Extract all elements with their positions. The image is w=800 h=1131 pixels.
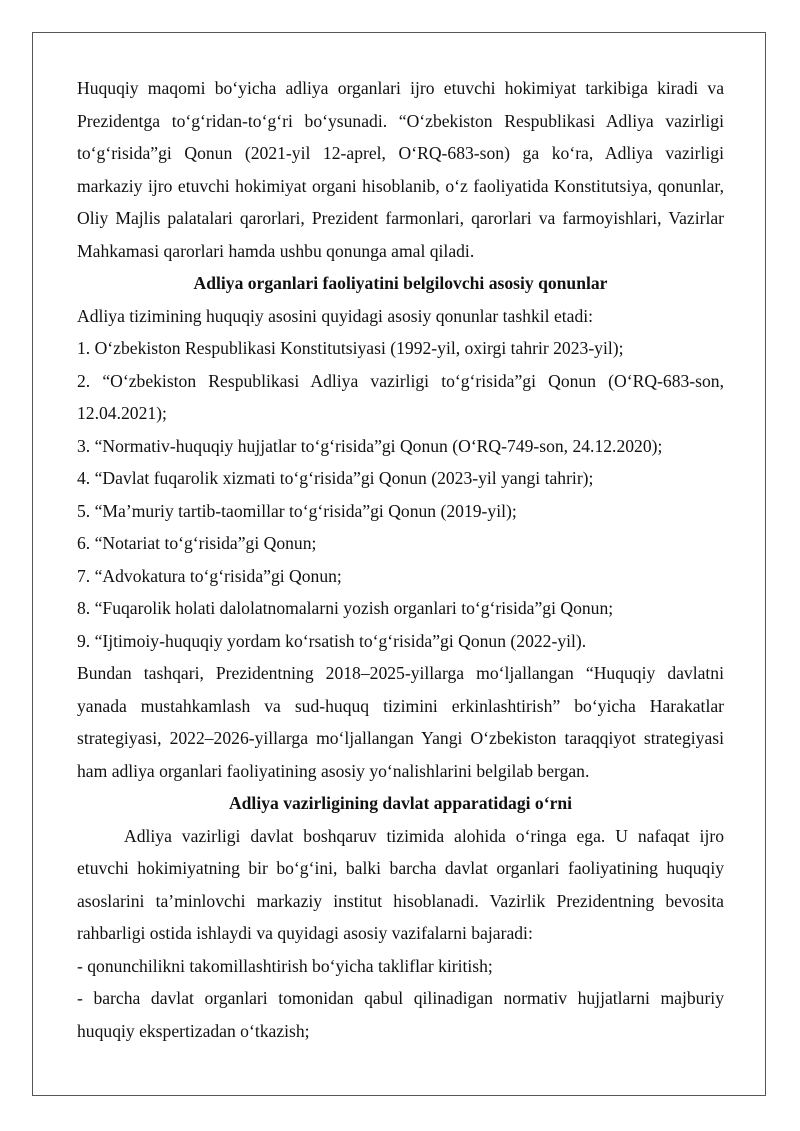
law-item: 5. “Ma’muriy tartib-taomillar to‘g‘risida”gi Qonun (2019-yil); [77, 500, 517, 521]
closing-paragraph: Bundan tashqari, Prezidentning 2018–2025-yillarga mo‘ljallangan “Huquqiy davlatni yanada mustahkamlash va sud-huquq tizimini erkinlashtirish” bo‘yicha Harakatlar strategiyasi, 2022–2026-yillarga mo‘ljallangan Yangi O‘zbekiston taraqqiyot strategiyasi ham adliya organlari faoliyatining asosiy yo‘nalishlarini belgilab bergan. [77, 663, 724, 781]
law-item: 9. “Ijtimoiy-huquqiy yordam ko‘rsatish to‘g‘risida”gi Qonun (2022-yil). [77, 630, 587, 651]
role-paragraph: Adliya vazirligi davlat boshqaruv tizimida alohida o‘ringa ega. U nafaqat ijro etuvchi hokimiyatning bir bo‘g‘ini, balki barcha davlat organlari faoliyatining huquqiy asoslarini ta’minlovchi markaziy institut hisoblanadi. Vazirlik Prezidentning bevosita rahbarligi ostida ishlaydi va quyidagi asosiy vazifalarni bajaradi: [77, 825, 724, 943]
document-body [77, 72, 724, 1047]
law-item: 6. “Notariat to‘g‘risida”gi Qonun; [77, 533, 317, 553]
intro-paragraph: Huquqiy maqomi bo‘yicha adliya organlari ijro etuvchi hokimiyat tarkibiga kiradi va Prezidentga to‘g‘ridan-to‘g‘ri bo‘ysunadi. “O‘zbekiston Respublikasi Adliya vazirligi to‘g‘risida”gi Qonun (2021-yil 12-aprel, O‘RQ-683-son) ga ko‘ra, Adliya vazirligi markaziy ijro etuvchi hokimiyat organi hisoblanib, o‘z faoliyatida Konstitutsiya, qonunlar, Oliy Majlis palatalari qarorlari, Prezident farmonlari, qarorlari va farmoyishlari, Vazirlar Mahkamasi qarorlari hamda ushbu qonunga amal qiladi. [77, 78, 724, 261]
law-item: 4. “Davlat fuqarolik xizmati to‘g‘risida”gi Qonun (2023-yil yangi tahrir); [77, 468, 594, 488]
section-lead: Adliya tizimining huquqiy asosini quyidagi asosiy qonunlar tashkil etadi: [77, 305, 594, 326]
law-item: 7. “Advokatura to‘g‘risida”gi Qonun; [77, 565, 342, 586]
section-heading-laws: Adliya organlari faoliyatini belgilovchi asosiy qonunlar [193, 273, 608, 293]
section-heading-role: Adliya vazirligining davlat apparatidagi o‘rni [228, 793, 573, 813]
duty-bullet: - barcha davlat organlari tomonidan qabul qilinadigan normativ hujjatlarni majburiy huquqiy ekspertizadan o‘tkazish; [77, 988, 724, 1041]
law-item: 2. “O‘zbekiston Respublikasi Adliya vazirligi to‘g‘risida”gi Qonun (O‘RQ-683-son, 12.04.2021); [77, 370, 724, 423]
law-item: 1. O‘zbekiston Respublikasi Konstitutsiyasi (1992-yil, oxirgi tahrir 2023-yil); [77, 338, 624, 358]
law-item: 3. “Normativ-huquqiy hujjatlar to‘g‘risida”gi Qonun (O‘RQ-749-son, 24.12.2020); [77, 435, 663, 456]
law-item: 8. “Fuqarolik holati dalolatnomalarni yozish organlari to‘g‘risida”gi Qonun; [77, 598, 614, 618]
duty-bullet: - qonunchilikni takomillashtirish bo‘yicha takliflar kiritish; [77, 955, 493, 976]
